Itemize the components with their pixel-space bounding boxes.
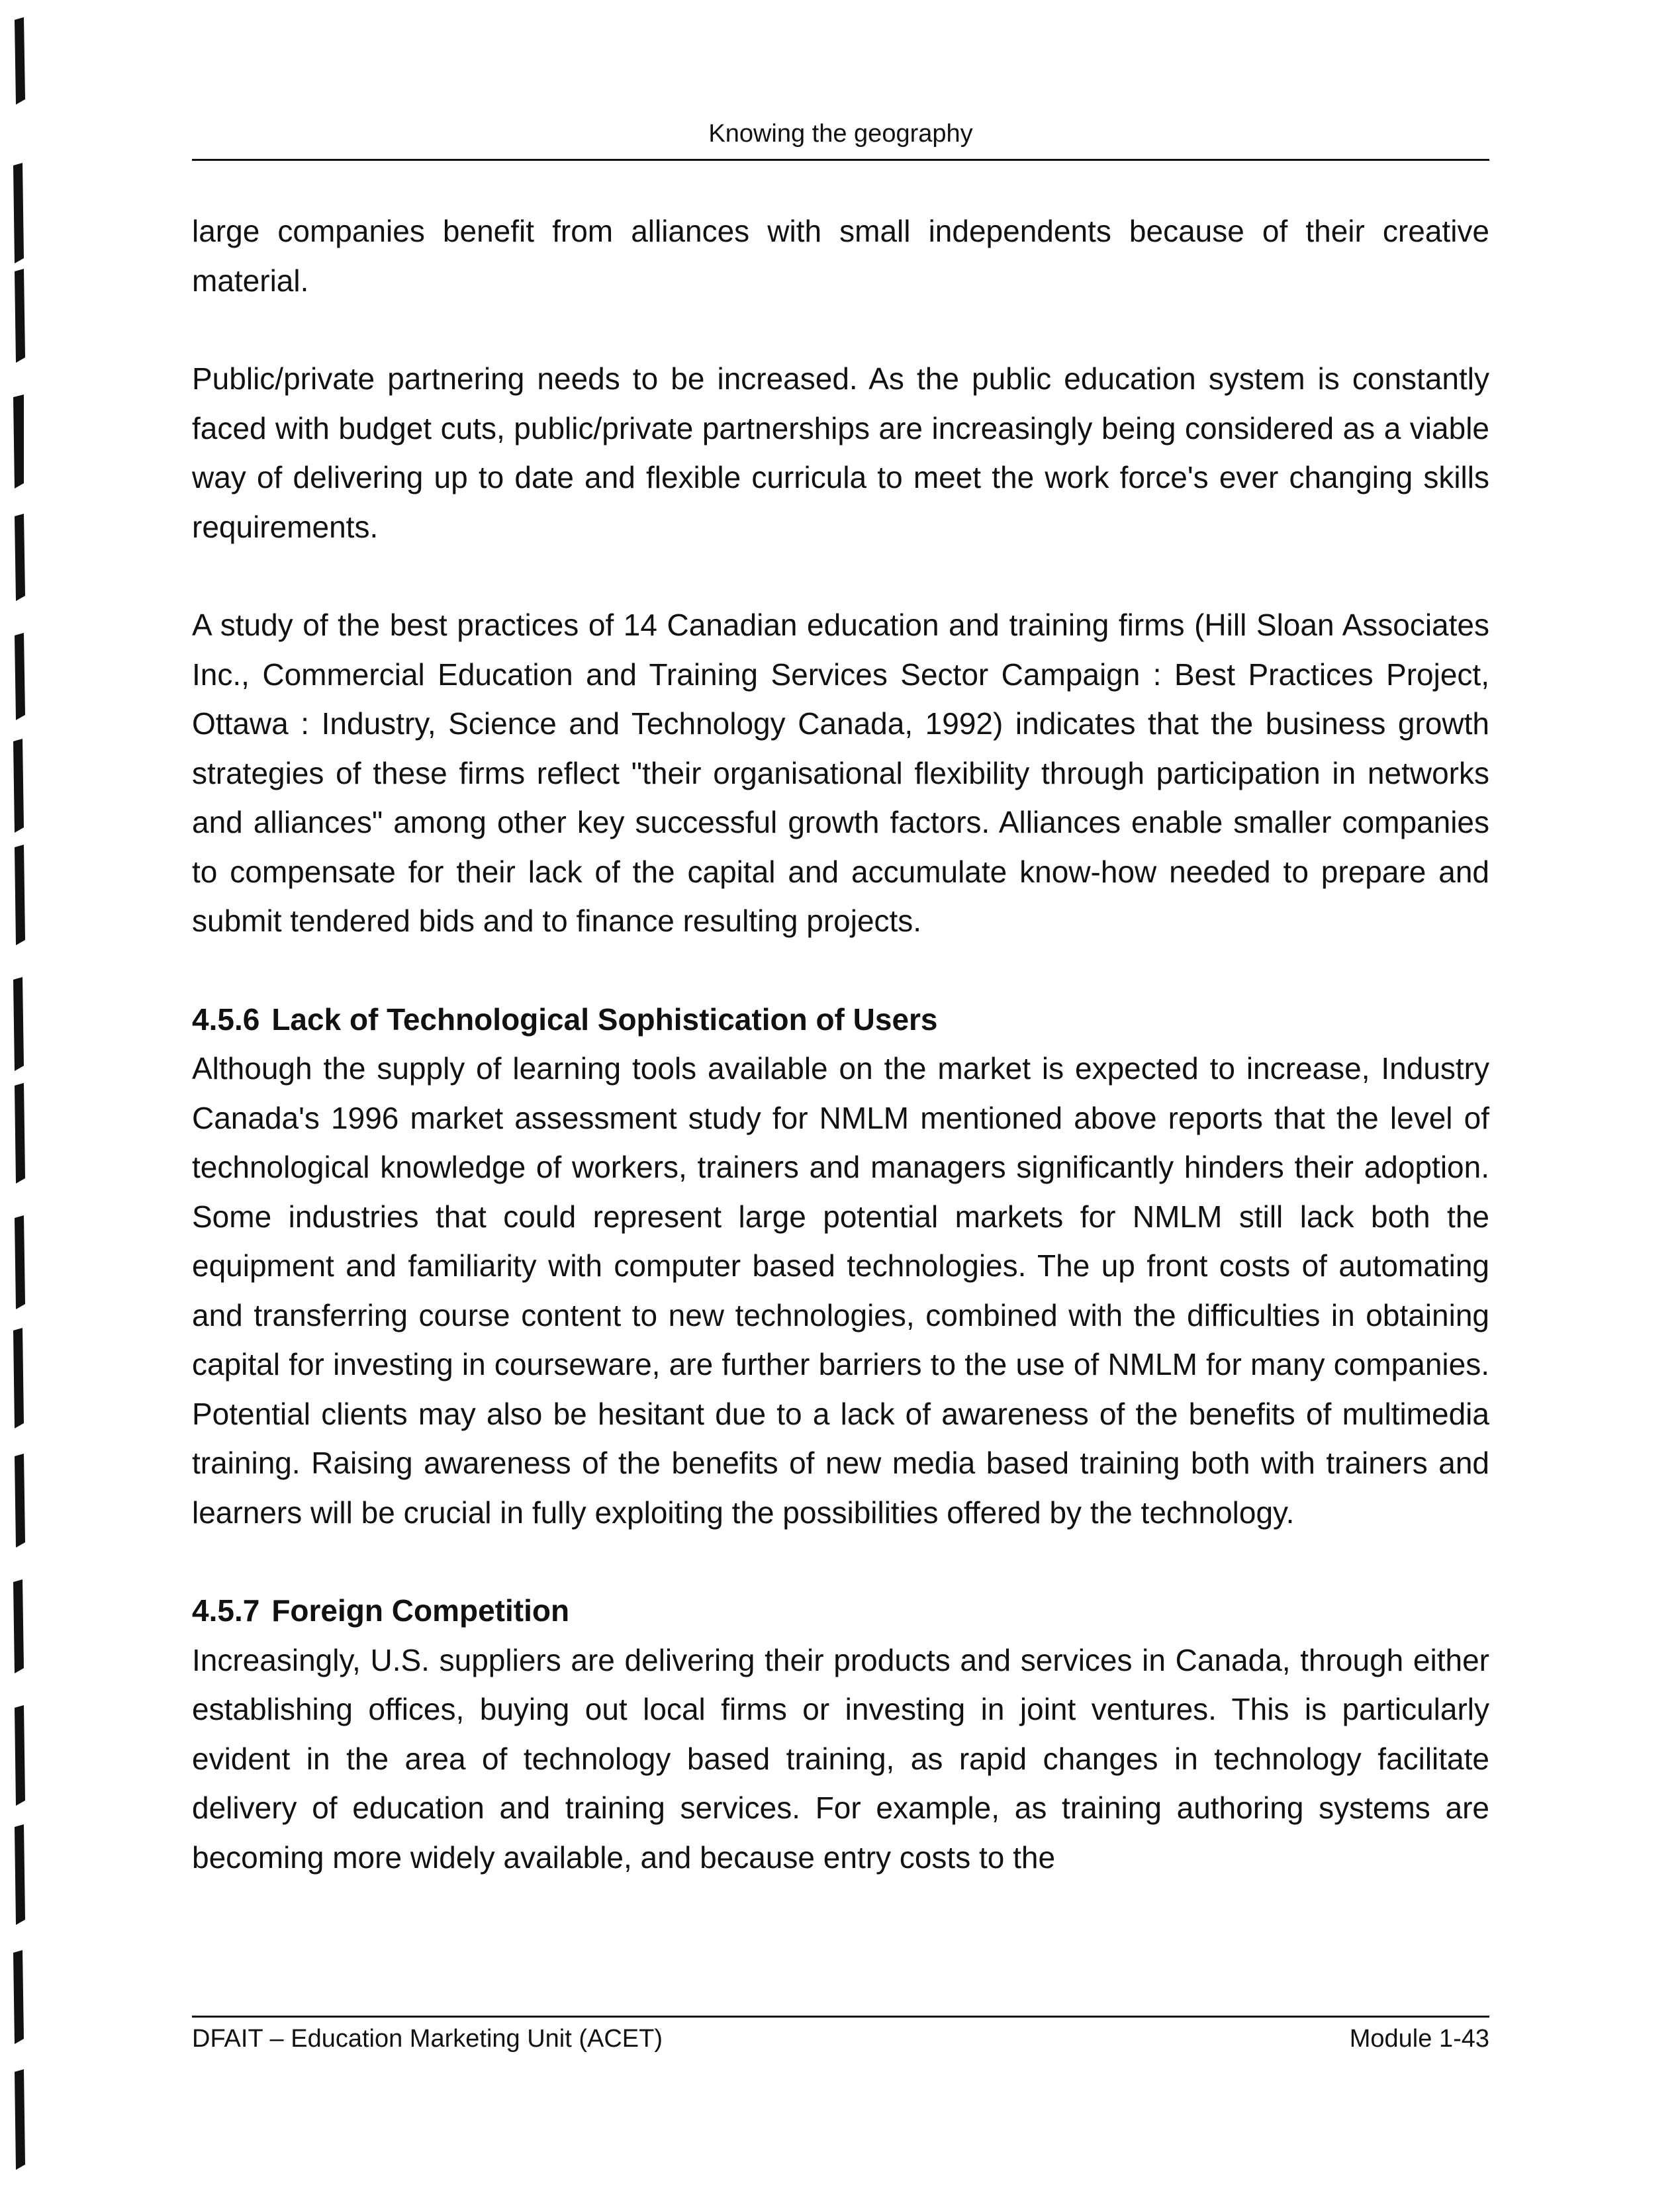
section-number: 4.5.7 bbox=[192, 1593, 260, 1628]
paragraph-best-practices-study: A study of the best practices of 14 Canadian education and training firms (Hill Sloan Associates Inc., Commercial Education and Training Services Sector Campaign : Best Practices Project, Ottawa : Industry, Science and Technology Canada, 1992) indicates that the business growth strategies of these firms reflect "their organisational flexibility through participation in networks and alliances" among other key successful growth factors. Alliances enable smaller companies to compensate for their lack of the capital and accumulate know-how needed to prepare and submit tendered bids and to finance resulting projects. bbox=[192, 608, 1489, 938]
paragraph-foreign-competition: Increasingly, U.S. suppliers are delivering their products and services in Canada, through either establishing offices, buying out local firms or investing in joint ventures. This is particularly evident in the area of technology based training, as rapid changes in technology facilitate delivery of education and training services. For example, as training authoring systems are becoming more widely available, and because entry costs to the bbox=[192, 1642, 1489, 1875]
page-footer bbox=[192, 2016, 1489, 2060]
section-heading-4-5-6 bbox=[192, 995, 1489, 1045]
page-header bbox=[192, 118, 1489, 161]
paragraph-public-private-partnering: Public/private partnering needs to be increased. As the public education system is constantly faced with budget cuts, public/private partnerships are increasingly being considered as a viable way of delivering up to date and flexible curricula to meet the work force's ever changing skills requirements. bbox=[192, 361, 1489, 544]
section-title: Foreign Competition bbox=[271, 1593, 570, 1628]
footer-organization: DFAIT – Education Marketing Unit (ACET) bbox=[192, 2025, 663, 2053]
paragraph-alliances-continued: large companies benefit from alliances with small independents because of their creative material. bbox=[192, 214, 1489, 298]
paragraph-technological-sophistication: Although the supply of learning tools available on the market is expected to increase, Industry Canada's 1996 market assessment study for NMLM mentioned above reports that the level of technological knowledge of workers, trainers and managers significantly hinders their adoption. Some industries that could represent large potential markets for NMLM still lack both the equipment and familiarity with computer based technologies. The up front costs of automating and transferring course content to new technologies, combined with the difficulties in obtaining capital for investing in courseware, are further barriers to the use of NMLM for many companies. Potential clients may also be hesitant due to a lack of awareness of the benefits of multimedia training. Raising awareness of the benefits of new media based training both with trainers and learners will be crucial in fully exploiting the possibilities offered by the technology. bbox=[192, 1051, 1489, 1530]
section-heading-4-5-7 bbox=[192, 1586, 1489, 1636]
header-title: Knowing the geography bbox=[708, 120, 973, 148]
binding-marks bbox=[0, 0, 79, 2193]
page-body bbox=[192, 207, 1489, 1882]
section-title: Lack of Technological Sophistication of Users bbox=[271, 1002, 938, 1037]
section-number: 4.5.6 bbox=[192, 1002, 260, 1037]
footer-page-number: Module 1-43 bbox=[1349, 2025, 1489, 2053]
